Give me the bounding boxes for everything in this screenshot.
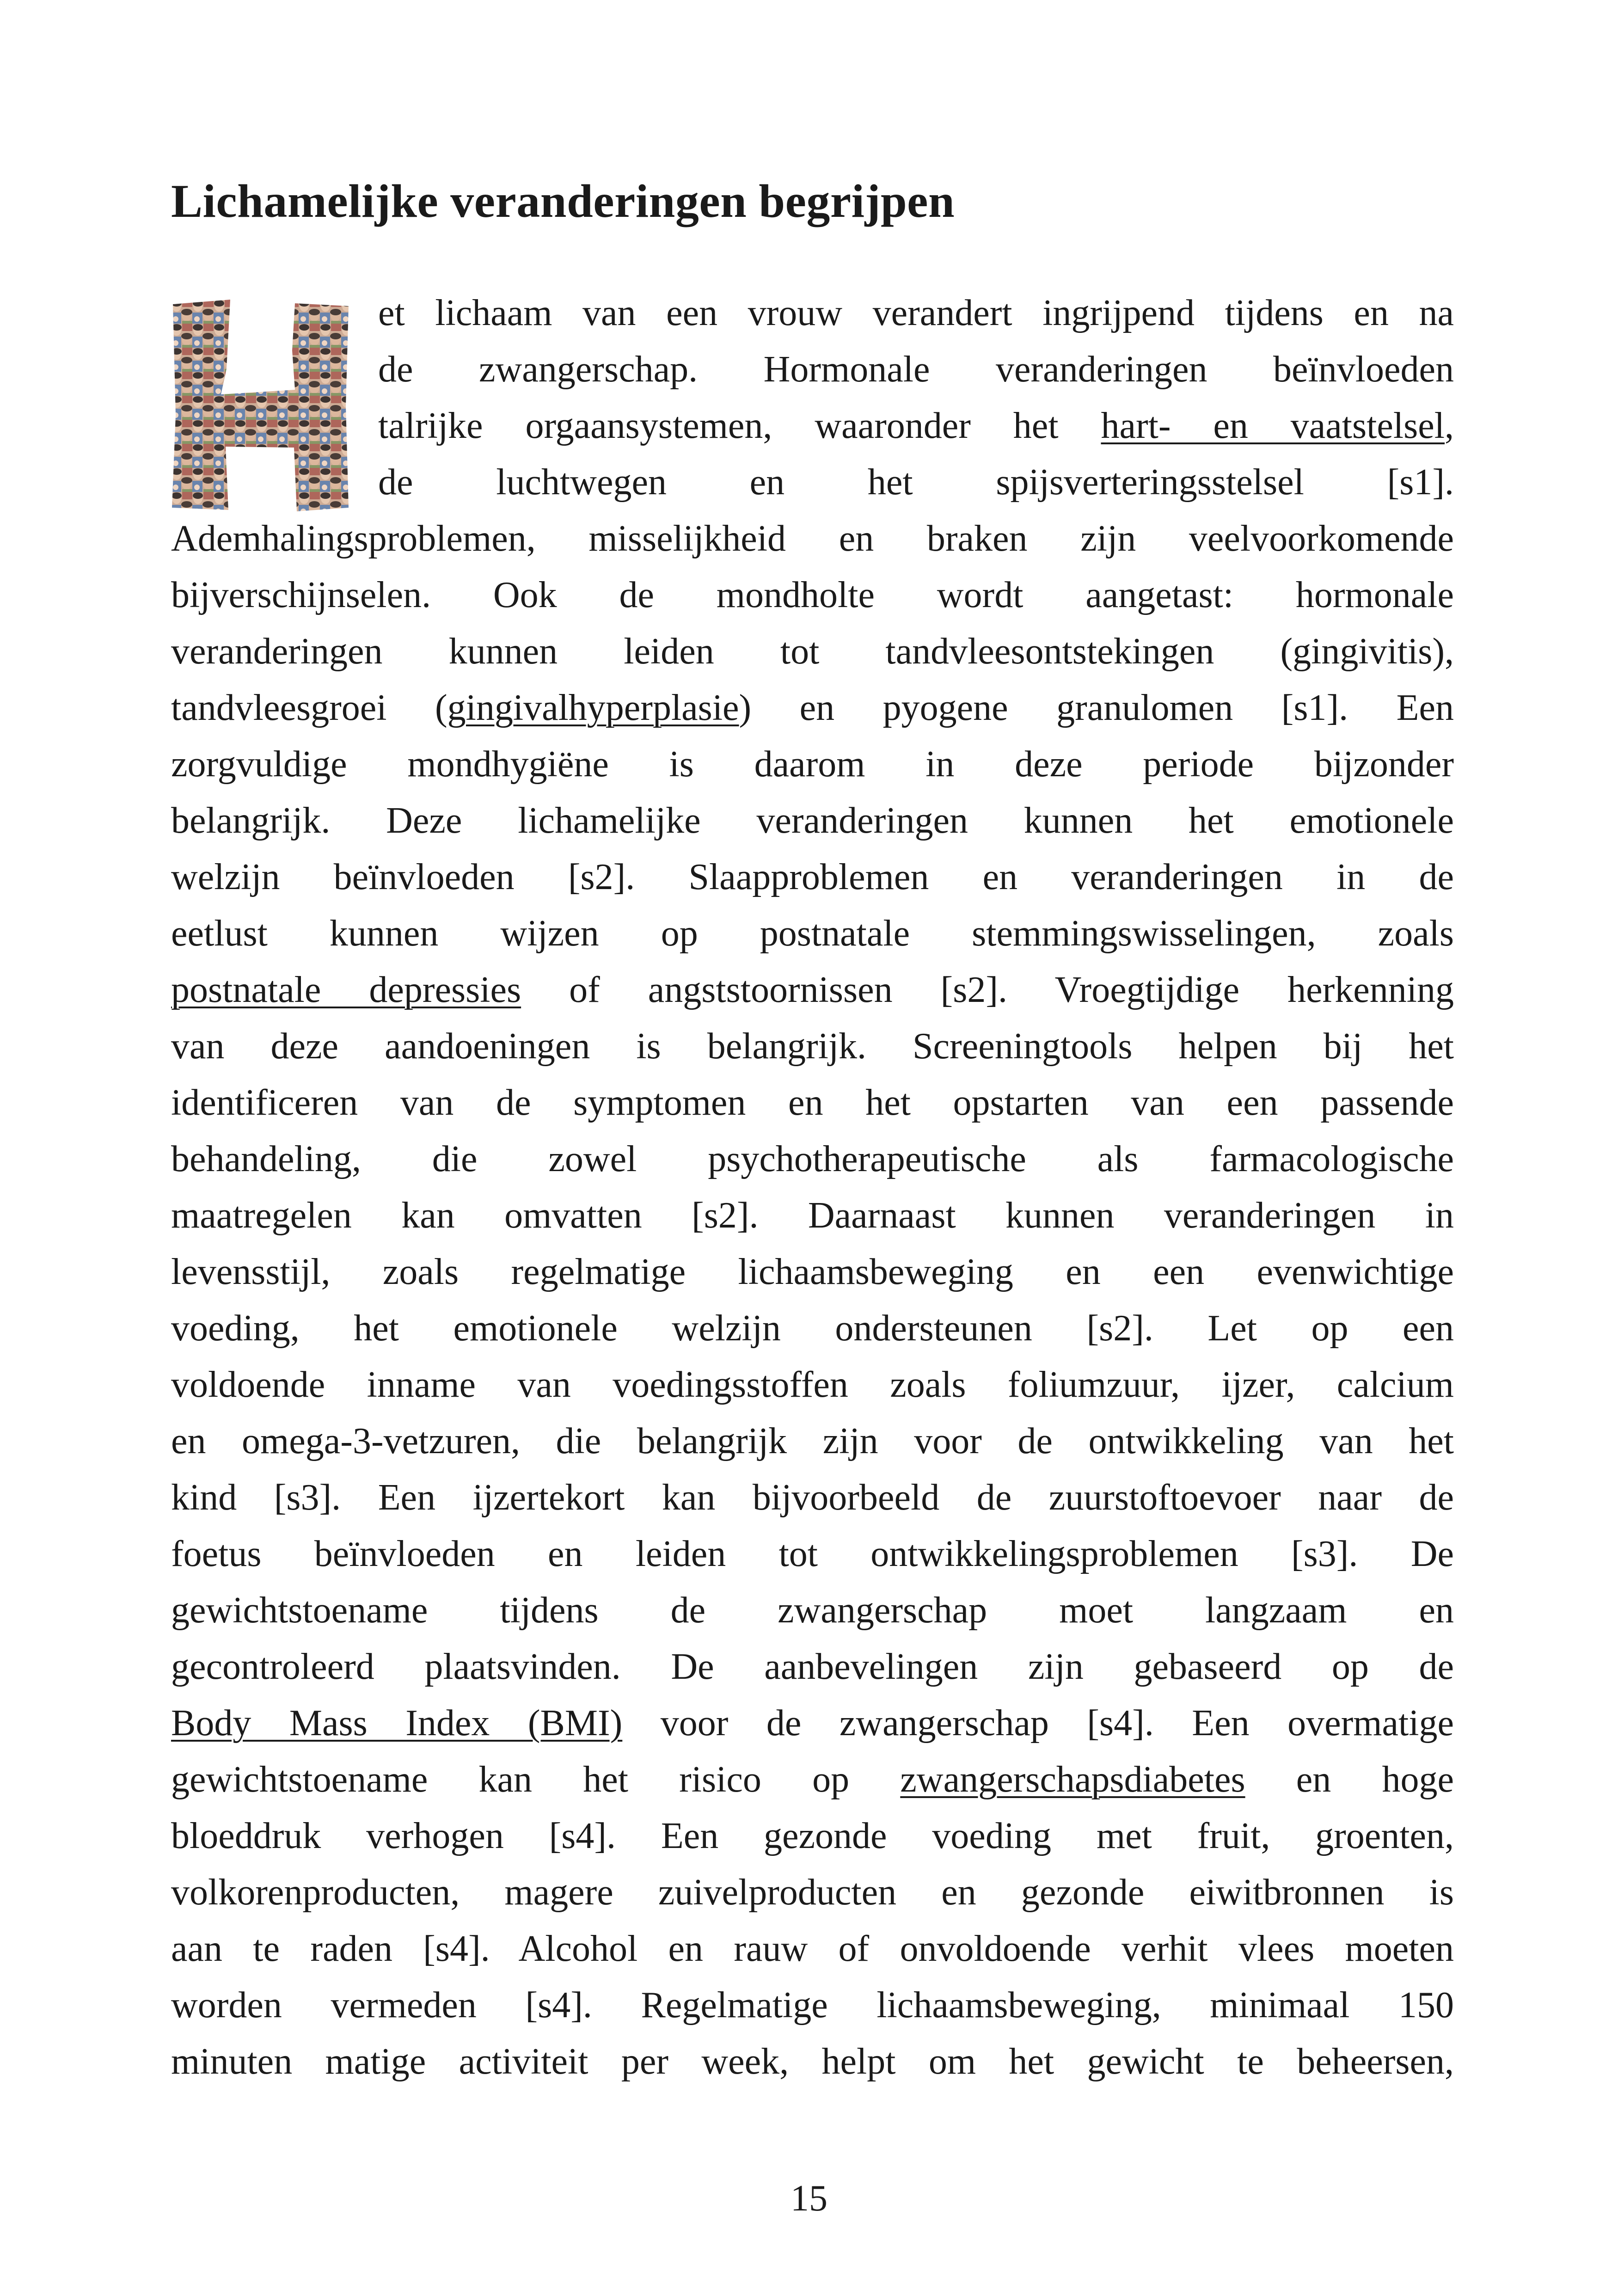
text-line: van deze aandoeningen is belangrijk. Screeningtools helpen bij het — [171, 1026, 1454, 1067]
text-line: volkorenproducten, magere zuivelproducten en gezonde eiwitbronnen is — [171, 1872, 1454, 1913]
text-line: bijverschijnselen. Ook de mondholte wordt aangetast: hormonale — [171, 575, 1454, 615]
text-line: veranderingen kunnen leiden tot tandvleesontstekingen (gingivitis), — [171, 631, 1454, 672]
glossary-link[interactable]: postnatale depressies — [171, 970, 521, 1010]
text-line: Ademhalingsproblemen, misselijkheid en braken zijn veelvoorkomende — [171, 518, 1454, 559]
text-line: welzijn beïnvloeden [s2]. Slaapproblemen en veranderingen in de — [171, 857, 1454, 897]
glossary-link[interactable]: Body Mass Index (BMI) — [171, 1703, 623, 1743]
text-line: behandeling, die zowel psychotherapeutische als farmacologische — [171, 1139, 1454, 1179]
text-line: levensstijl, zoals regelmatige lichaamsbeweging en een evenwichtige — [171, 1252, 1454, 1292]
text-line: en omega-3-vetzuren, die belangrijk zijn voor de ontwikkeling van het — [171, 1421, 1454, 1461]
text-line: gewichtstoename kan het risico op zwangerschapsdiabetes en hoge — [171, 1759, 1454, 1800]
text-line: de zwangerschap. Hormonale veranderingen beïnvloeden — [378, 349, 1454, 390]
text-line: bloeddruk verhogen [s4]. Een gezonde voeding met fruit, groenten, — [171, 1816, 1454, 1856]
text-line: kind [s3]. Een ijzertekort kan bijvoorbeeld de zuurstoftoevoer naar de — [171, 1477, 1454, 1518]
text-line: identificeren van de symptomen en het opstarten van een passende — [171, 1082, 1454, 1123]
text-line: de luchtwegen en het spijsverteringsstelsel [s1]. — [378, 462, 1454, 503]
text-line: minuten matige activiteit per week, helpt om het gewicht te beheersen, — [171, 2041, 1454, 2082]
text-line: gecontroleerd plaatsvinden. De aanbevelingen zijn gebaseerd op de — [171, 1646, 1454, 1687]
text-line: voldoende inname van voedingsstoffen zoals foliumzuur, ijzer, calcium — [171, 1364, 1454, 1405]
glossary-link[interactable]: gingivalhyperplasie — [447, 688, 739, 728]
page-number: 15 — [791, 2178, 827, 2219]
text-line: tandvleesgroei (gingivalhyperplasie) en pyogene granulomen [s1]. Een — [171, 688, 1454, 728]
text-line: maatregelen kan omvatten [s2]. Daarnaast kunnen veranderingen in — [171, 1195, 1454, 1236]
text-line: aan te raden [s4]. Alcohol en rauw of onvoldoende verhit vlees moeten — [171, 1928, 1454, 1969]
text-line: worden vermeden [s4]. Regelmatige lichaamsbeweging, minimaal 150 — [171, 1985, 1454, 2026]
text-line: eetlust kunnen wijzen op postnatale stemmingswisselingen, zoals — [171, 913, 1454, 954]
text-line: et lichaam van een vrouw verandert ingrijpend tijdens en na — [378, 293, 1454, 333]
text-line: voeding, het emotionele welzijn ondersteunen [s2]. Let op een — [171, 1308, 1454, 1349]
text-line: postnatale depressies of angststoornissen [s2]. Vroegtijdige herkenning — [171, 970, 1454, 1010]
page-title: Lichamelijke veranderingen begrijpen — [171, 175, 955, 227]
text-line: Body Mass Index (BMI) voor de zwangerschap [s4]. Een overmatige — [171, 1703, 1454, 1743]
text-line: talrijke orgaansystemen, waaronder het hart- en vaatstelsel, — [378, 405, 1454, 446]
text-line: foetus beïnvloeden en leiden tot ontwikkelingsproblemen [s3]. De — [171, 1534, 1454, 1574]
glossary-link[interactable]: zwangerschapsdiabetes — [900, 1759, 1245, 1800]
text-line: zorgvuldige mondhygiëne is daarom in deze periode bijzonder — [171, 744, 1454, 785]
text-line: gewichtstoename tijdens de zwangerschap moet langzaam en — [171, 1590, 1454, 1631]
glossary-link[interactable]: hart- en vaatstelsel — [1101, 405, 1445, 446]
drop-cap-photo-collage-h — [171, 300, 349, 512]
text-line: belangrijk. Deze lichamelijke veranderingen kunnen het emotionele — [171, 800, 1454, 841]
